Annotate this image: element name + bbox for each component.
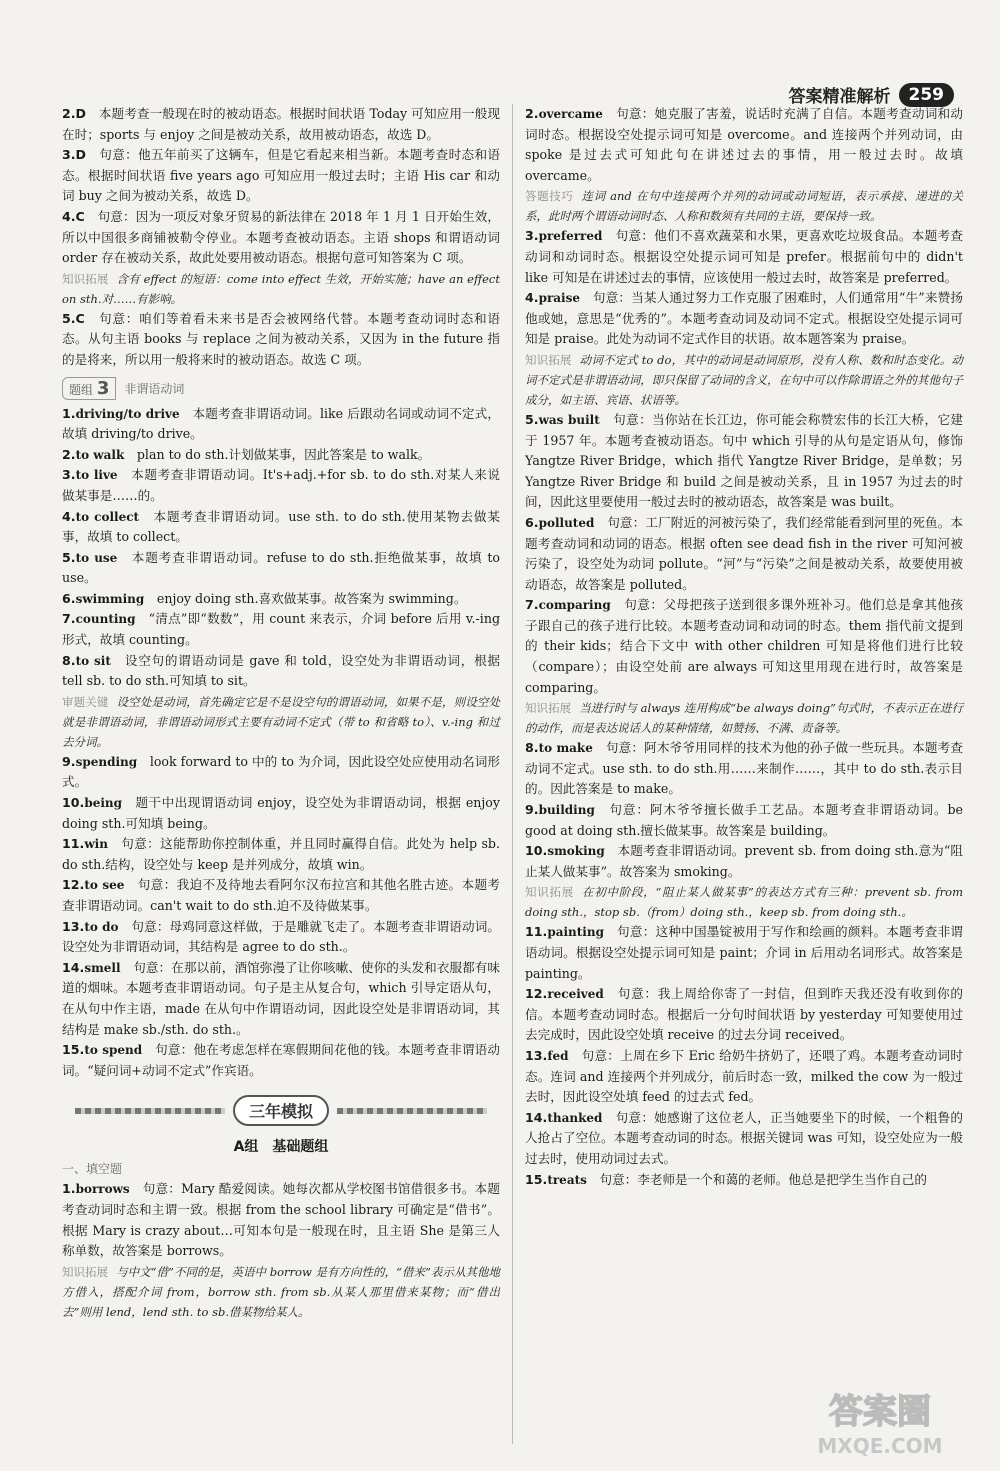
right-column bbox=[525, 104, 963, 1190]
item-answer: to live bbox=[75, 468, 118, 483]
item-number: 12. bbox=[62, 877, 85, 893]
question-type-label: 一、填空题 bbox=[62, 1162, 123, 1177]
item-answer: treats bbox=[547, 1172, 587, 1187]
item-number: 5. bbox=[62, 549, 76, 565]
item-text: 句意：她感谢了这位老人，正当她要坐下的时候，一个粗鲁的人抢占了空位。本题考查动词的时态。根据关键词 was 可知，设空处应为一般过去时，使用动词过去式。 bbox=[525, 1109, 964, 1166]
answer-item bbox=[525, 800, 963, 841]
tip-label: 答题技巧 bbox=[525, 189, 574, 204]
answer-item bbox=[525, 513, 963, 595]
answer-item bbox=[525, 1046, 963, 1108]
answer-item bbox=[525, 984, 963, 1046]
group-badge bbox=[62, 377, 116, 400]
item-number: 15. bbox=[62, 1042, 85, 1058]
tip-text: 当进行时与 always 连用构成“be always doing”句式时，不表示正在进行的动作，而是表达说话人的某种情绪，如赞扬、不满、责备等。 bbox=[525, 701, 964, 736]
item-answer: comparing bbox=[538, 598, 611, 613]
item-number: 8. bbox=[62, 652, 76, 668]
item-answer: swimming bbox=[75, 591, 145, 606]
tip-box bbox=[525, 882, 963, 922]
item-answer: to spend bbox=[84, 1043, 143, 1058]
item-answer: to collect bbox=[75, 509, 140, 524]
subsection-heading: A组 基础题组 bbox=[233, 1139, 329, 1156]
item-answer: smoking bbox=[547, 844, 605, 859]
item-text: 句意：他五年前买了这辆车，但是它看起来相当新。本题考查时态和语态。根据时间状语 five years ago 可知应用一般过去时；主语 His car 和动词 buy 之间为被动关系，故选 D。 bbox=[62, 147, 501, 204]
item-text: 句意：我上周给你寄了一封信，但到昨天我还没有收到你的信。本题考查动词时态。根据后一分句时间状语 by yesterday 可知要使用过去完成时，因此设空处填 receive 的过去分词 received。 bbox=[525, 986, 964, 1043]
item-text: 本题考查非谓语动词。refuse to do sth.拒绝做某事，故填 to use。 bbox=[62, 549, 500, 586]
item-text: 本题考查非谓语动词。It's+adj.+for sb. to do sth.对某人来说做某事是……的。 bbox=[62, 467, 500, 503]
item-answer: to make bbox=[538, 741, 593, 756]
item-text: 句意：阿木爷爷用同样的技术为他的孙子做一些玩具。本题考查动词不定式。use sth. to do sth.用……来制作……，其中 to do sth.表示目的。因此答案是 to make。 bbox=[525, 740, 964, 797]
item-number: 3.D bbox=[62, 147, 87, 163]
item-text: plan to do sth.计划做某事，因此答案是 to walk。 bbox=[136, 446, 431, 462]
header-title: 答案精准解析 bbox=[788, 87, 891, 107]
item-text: 本题考查非谓语动词。prevent sb. from doing sth.意为“阻止某人做某事”。故答案为 smoking。 bbox=[525, 843, 963, 879]
item-answer: spending bbox=[75, 754, 138, 769]
watermark-url: MXQE.COM bbox=[817, 1434, 943, 1458]
item-answer: to sit bbox=[75, 653, 111, 668]
tip-box bbox=[62, 692, 500, 752]
banner-stripe bbox=[75, 1108, 225, 1114]
tip-label: 知识拓展 bbox=[525, 885, 574, 900]
item-number: 13. bbox=[62, 918, 85, 934]
item-text: 句意：我迫不及待地去看阿尔汉布拉宫和其他名胜古迹。本题考查非谓语动词。can't wait to do sth.迫不及待做某事。 bbox=[62, 877, 501, 913]
item-answer: praise bbox=[538, 291, 580, 306]
item-number: 9. bbox=[525, 802, 539, 818]
answer-item bbox=[525, 104, 963, 186]
tip-box bbox=[62, 269, 500, 309]
item-text: 句意：父母把孩子送到很多课外班补习。他们总是拿其他孩子跟自己的孩子进行比较。本题考查动词和动词的时态。them 指代前文提到的 their kids；结合下文中 with other children 可知是将他们进行比较（compare）；由设空处前 are always 可知这里用现在进行时，故答案是 comparing。 bbox=[525, 597, 963, 695]
answer-item bbox=[62, 609, 500, 650]
item-text: 句意：当某人通过努力工作克服了困难时，人们通常用“牛”来赞扬他或她，意思是“优秀的”。本题考查动词及动词不定式。根据设空处提示词可知是 praise。此处为动词不定式作目的状语。故本题答案为 praise。 bbox=[525, 290, 963, 347]
item-text: 设空句的谓语动词是 gave 和 told，设空处为非谓语动词，根据 tell sb. to do sth.可知填 to sit。 bbox=[62, 652, 500, 689]
item-answer: to walk bbox=[75, 447, 125, 462]
answer-item bbox=[62, 589, 500, 610]
item-number: 14. bbox=[525, 1109, 548, 1125]
item-answer: received bbox=[547, 987, 604, 1002]
item-number: 4. bbox=[62, 508, 76, 524]
item-answer: preferred bbox=[538, 229, 603, 244]
item-number: 10. bbox=[525, 843, 548, 859]
section-banner bbox=[62, 1095, 500, 1126]
item-text: enjoy doing sth.喜欢做某事。故答案为 swimming。 bbox=[156, 590, 467, 606]
item-number: 2. bbox=[62, 446, 76, 462]
item-number: 5. bbox=[525, 411, 539, 427]
answer-item bbox=[525, 595, 963, 698]
answer-item bbox=[62, 793, 500, 834]
item-text: 题干中出现谓语动词 enjoy，设空处为非谓语动词，根据 enjoy doing sth.可知填 being。 bbox=[62, 795, 500, 831]
item-answer: building bbox=[538, 803, 595, 818]
item-number: 15. bbox=[525, 1171, 548, 1187]
item-number: 3. bbox=[525, 228, 539, 244]
group-name: 非谓语动词 bbox=[124, 381, 185, 396]
watermark-text: 答案圈 bbox=[829, 1392, 931, 1432]
answer-item bbox=[62, 752, 500, 793]
answer-item bbox=[62, 465, 500, 506]
item-text: 本题考查一般现在时的被动语态。根据时间状语 Today 可知应用一般现在时；sports 与 enjoy 之间是被动关系，故用被动语态，故选 D。 bbox=[62, 106, 500, 142]
item-number: 6. bbox=[525, 514, 539, 530]
item-number: 13. bbox=[525, 1047, 548, 1063]
item-text: 句意：这能帮助你控制体重，并且同时赢得自信。此处为 help sb. do sth.结构，设空处与 keep 是并列成分，故填 win。 bbox=[62, 836, 500, 872]
banner-title: 三年模拟 bbox=[233, 1095, 329, 1126]
item-text: “清点”即“数数”，用 count 来表示，介词 before 后用 v.-ing 形式，故填 counting。 bbox=[62, 611, 501, 648]
column-divider bbox=[512, 104, 513, 1444]
tip-box bbox=[525, 698, 963, 738]
item-answer: being bbox=[84, 796, 123, 811]
item-number: 9. bbox=[62, 753, 76, 769]
item-answer: driving/to drive bbox=[75, 406, 180, 421]
item-answer: counting bbox=[75, 612, 136, 627]
answer-item bbox=[62, 1179, 500, 1261]
item-number: 10. bbox=[62, 795, 85, 811]
item-number: 7. bbox=[525, 597, 539, 613]
item-number: 4.C bbox=[62, 208, 85, 224]
answer-item bbox=[62, 404, 500, 445]
item-number: 5.C bbox=[62, 310, 85, 326]
tip-text: 动词不定式 to do，其中的动词是动词原形，没有人称、数和时态变化。动词不定式是非谓语动词，即只保留了动词的含义，在句中可以作除谓语之外的其他句子成分，如主语、宾语、状语等。 bbox=[525, 352, 964, 407]
item-answer: to use bbox=[75, 550, 118, 565]
tip-label: 知识拓展 bbox=[62, 1264, 109, 1279]
answer-item bbox=[525, 288, 963, 350]
item-number: 2. bbox=[525, 106, 539, 121]
item-text: 句意：工厂附近的河被污染了，我们经常能看到河里的死鱼。本题考查动词和动词的语态。根据 often see dead fish in the river 可知河被污染了，设空处为动词 pollute。“河”与“污染”之间是被动关系，故要使用被动语态，故答案是 polluted。 bbox=[525, 514, 964, 592]
answer-item bbox=[525, 738, 963, 800]
item-text: 句意：上周在乡下 Eric 给奶牛挤奶了，还喂了鸡。本题考查动词时态。连词 and 连接两个并列成分，前后时态一致，milked the cow 为一般过去时，因此设空处填 feed 的过去式 fed。 bbox=[525, 1047, 963, 1105]
item-text: 句意：这种中国墨锭被用于写作和绘画的颜料。本题考查非谓语动词。根据设空处提示词可知是 paint；介词 in 后用动名词形式。故答案是 painting。 bbox=[525, 924, 964, 981]
item-answer: to do bbox=[84, 919, 119, 934]
answer-item bbox=[62, 145, 500, 207]
answer-item bbox=[62, 207, 500, 269]
item-number: 7. bbox=[62, 611, 76, 627]
item-text: 句意：她克服了害羞，说话时充满了自信。本题考查动词和动词时态。根据设空处提示词可知是 overcome。and 连接两个并列动词，由 spoke 是过去式可知此句在讲述过去的事情，用一般过去时。故填 overcame。 bbox=[525, 106, 964, 183]
item-number: 11. bbox=[62, 836, 85, 852]
item-number: 8. bbox=[525, 740, 539, 756]
tip-text: 设空处是动词，首先确定它是不是设空句的谓语动词，如果不是，则设空处就是非谓语动词，非谓语动词形式主要有动词不定式（带 to 和省略 to）、v.-ing 和过去分词。 bbox=[62, 694, 500, 749]
item-text: 句意：因为一项反对象牙贸易的新法律在 2018 年 1 月 1 日开始生效，所以中国很多商铺被勒令停业。本题考查被动语态。主语 shops 和谓语动词 order 存在被动关系，故此处要用被动语态。根据句意可知答案为 C 项。 bbox=[62, 208, 500, 266]
item-text: 句意：当你站在长江边，你可能会称赞宏伟的长江大桥，它建于 1957 年。本题考查被动语态。句中 which 引导的从句是定语从句，修饰 Yangtze River Bridge，which 指代 Yangtze River Bridge，是单数；另 Yangtze River Bridge 和 build 之间是被动关系，且 in 1957 为过去的时间，因此这里要使用一般过去时的被动语态，故答案是 was built。 bbox=[525, 411, 964, 510]
item-answer: overcame bbox=[538, 107, 603, 121]
item-number: 1. bbox=[62, 1181, 76, 1197]
answer-item bbox=[525, 922, 963, 984]
item-number: 1. bbox=[62, 405, 76, 421]
answer-item bbox=[62, 104, 500, 145]
tip-label: 审题关键 bbox=[62, 694, 109, 709]
answer-item bbox=[62, 958, 500, 1040]
item-answer: win bbox=[84, 837, 108, 852]
item-answer: polluted bbox=[538, 515, 595, 530]
item-answer: thanked bbox=[547, 1110, 603, 1125]
answer-item bbox=[62, 507, 500, 548]
item-number: 11. bbox=[525, 924, 548, 940]
item-answer: painting bbox=[547, 925, 604, 940]
item-text: 本题考查非谓语动词。use sth. to do sth.使用某物去做某事，故填 to collect。 bbox=[62, 508, 501, 545]
watermark-logo bbox=[800, 1381, 960, 1461]
item-text: look forward to 中的 to 为介词，因此设空处应使用动名词形式。 bbox=[62, 753, 501, 790]
item-answer: fed bbox=[547, 1048, 569, 1063]
answer-item bbox=[62, 917, 500, 958]
answer-item bbox=[62, 1040, 500, 1081]
tip-text: 在初中阶段，“阻止某人做某事”的表达方式有三种：prevent sb. from doing sth.，stop sb.（from）doing sth.，keep sb. from doing sth.。 bbox=[525, 885, 964, 920]
item-text: 句意：在那以前，酒馆弥漫了让你咳嗽、使你的头发和衣服都有味道的烟味。本题考查非谓语动词。句子是主从复合句，which 引导定语从句，在从句中作主语，made 在从句中作谓语动词，因此设空处是非谓语动词，其结构是 make sb./sth. do sth.。 bbox=[62, 959, 501, 1037]
answer-item bbox=[525, 1170, 963, 1191]
left-column bbox=[62, 104, 500, 1322]
tip-text: 与中文“借”不同的是，英语中 borrow 是有方向性的，“借来”表示从其他地方借入，搭配介词 from，borrow sth. from sb.从某人那里借来某物；而“借出去”则用 lend，lend sth. to sb.借某物给某人。 bbox=[62, 1264, 501, 1319]
tip-label: 知识拓展 bbox=[62, 271, 109, 286]
group-label: 题组 bbox=[69, 382, 94, 397]
group-number: 3 bbox=[96, 377, 110, 399]
item-answer: was built bbox=[538, 412, 600, 427]
item-number: 4. bbox=[525, 290, 539, 306]
answer-item bbox=[525, 1108, 963, 1170]
item-text: 句意：阿木爷爷擅长做手工艺品。本题考查非谓语动词。be good at doing sth.擅长做某事。故答案是 building。 bbox=[525, 802, 964, 838]
item-number: 14. bbox=[62, 959, 85, 975]
tip-label: 知识拓展 bbox=[525, 701, 572, 716]
answer-item bbox=[62, 834, 500, 875]
tip-box bbox=[62, 1262, 500, 1322]
tip-box bbox=[525, 186, 963, 226]
item-text: 句意：Mary 酷爱阅读。她每次都从学校图书馆借很多书。本题考查动词时态和主谓一致。根据 from the school library 可确定是“借书”。根据 Mary is crazy about…可知本句是一般现在时，且主语 She 是第三人称单数，故答案是 borrows。 bbox=[62, 1181, 501, 1259]
item-number: 2.D bbox=[62, 106, 87, 121]
item-number: 12. bbox=[525, 986, 548, 1002]
item-number: 3. bbox=[62, 467, 76, 483]
item-answer: smell bbox=[84, 960, 121, 975]
answer-item bbox=[525, 226, 963, 288]
item-number: 6. bbox=[62, 590, 76, 606]
item-text: 句意：咱们等着看未来书是否会被网络代替。本题考查动词时态和语态。从句主语 books 与 replace 之间为被动关系，又因为 in the future 指的是将来，所以用一般将来时的被动语态。故选 C 项。 bbox=[62, 310, 501, 367]
answer-item bbox=[62, 651, 500, 692]
answer-item bbox=[62, 875, 500, 916]
item-text: 句意：他们不喜欢蔬菜和水果，更喜欢吃垃圾食品。本题考查动词和动词时态。根据设空处提示词可知是 prefer。根据前句中的 didn't like 可知是在讲述过去的事情，应该使用一般过去时，故答案是 preferred。 bbox=[525, 228, 964, 285]
item-text: 句意：他在考虑怎样在寒假期间花他的钱。本题考查非谓语动词。“疑问词+动词不定式”作宾语。 bbox=[62, 1042, 500, 1078]
answer-item bbox=[62, 309, 500, 371]
answer-item bbox=[525, 841, 963, 882]
item-answer: borrows bbox=[75, 1182, 130, 1197]
tip-text: 连词 and 在句中连接两个并列的动词或动词短语，表示承接、递进的关系，此时两个谓语动词时态、人称和数须有共同的主语，要保持一致。 bbox=[525, 189, 964, 224]
tip-label: 知识拓展 bbox=[525, 352, 572, 367]
page-number: 259 bbox=[899, 83, 955, 107]
tip-text: 含有 effect 的短语：come into effect 生效，开始实施；have an effect on sth.对……有影响。 bbox=[62, 271, 500, 306]
item-text: 本题考查非谓语动词。like 后跟动名词或动词不定式，故填 driving/to drive。 bbox=[62, 405, 501, 442]
answer-item bbox=[62, 445, 500, 466]
item-text: 句意：母鸡同意这样做，于是雕就飞走了。本题考查非谓语动词。设空处为非谓语动词，其结构是 agree to do sth.。 bbox=[62, 918, 501, 955]
item-answer: to see bbox=[84, 878, 125, 893]
banner-stripe bbox=[337, 1108, 487, 1114]
answer-item bbox=[62, 548, 500, 589]
answer-item bbox=[525, 410, 963, 513]
tip-box bbox=[525, 350, 963, 410]
item-text: 句意：李老师是一个和蔼的老师。他总是把学生当作自己的 bbox=[599, 1171, 927, 1187]
group-heading bbox=[62, 377, 500, 400]
